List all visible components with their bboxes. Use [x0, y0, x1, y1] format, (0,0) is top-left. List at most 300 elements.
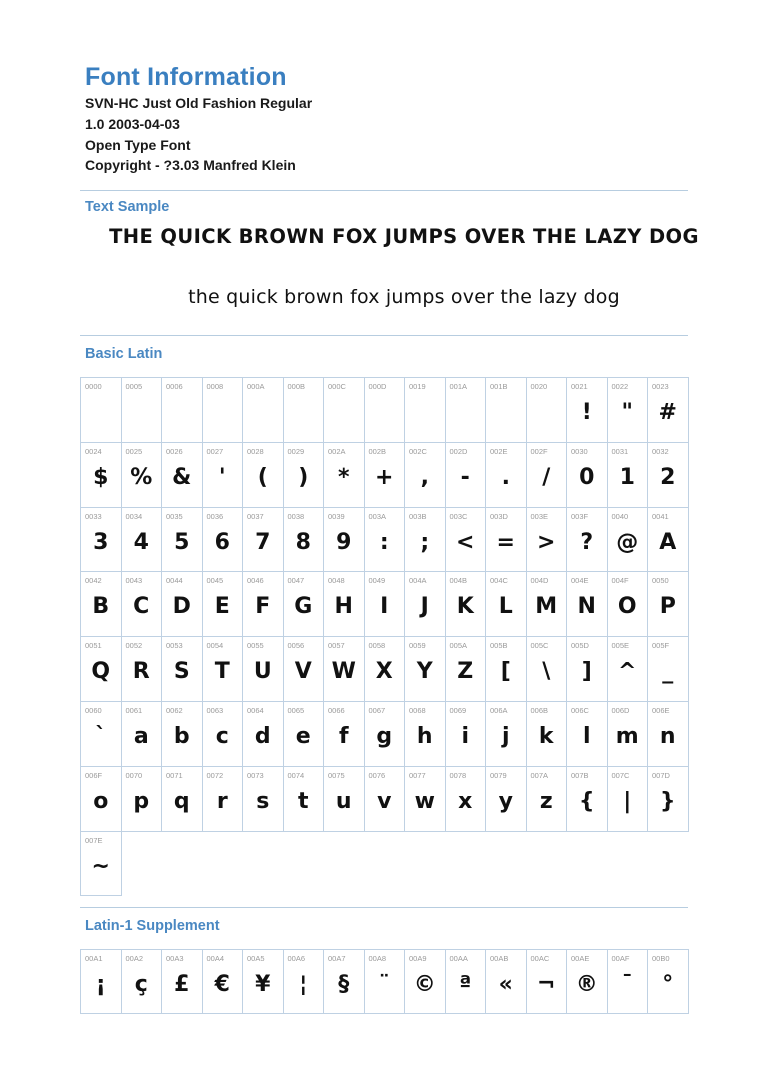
- codepoint-label: 000C: [328, 382, 346, 391]
- glyph-character: °: [662, 972, 674, 997]
- codepoint-label: 0041: [652, 511, 669, 521]
- codepoint-label: 003C: [449, 511, 468, 521]
- glyph-cell: [567, 702, 608, 767]
- codepoint-label: 0025: [125, 446, 143, 456]
- codepoint-label: 0070: [125, 770, 143, 780]
- glyph-character: 1: [619, 464, 635, 490]
- codepoint-label: 00A7: [328, 954, 346, 963]
- glyph-character: ¨: [378, 972, 390, 997]
- glyph-cell: [648, 508, 689, 573]
- section-heading-text-sample: Text Sample: [85, 199, 170, 215]
- codepoint-label: 005D: [571, 641, 589, 651]
- glyph-character: Y: [416, 659, 433, 685]
- glyph-character: v: [377, 788, 392, 814]
- glyph-character: s: [256, 788, 270, 814]
- glyph-cell: [122, 702, 163, 767]
- codepoint-label: 0000: [85, 382, 102, 391]
- codepoint-label: 003F: [571, 511, 589, 521]
- codepoint-label: 0074: [287, 770, 305, 780]
- codepoint-label: 000A: [247, 382, 265, 391]
- codepoint-label: 0067: [368, 705, 386, 715]
- codepoint-label: 00A2: [125, 954, 144, 963]
- glyph-character: I: [380, 594, 389, 620]
- codepoint-label: 000D: [368, 382, 387, 391]
- glyph-cell: [122, 767, 163, 832]
- glyph-cell: [162, 637, 203, 702]
- glyph-character: U: [253, 659, 272, 685]
- glyph-cell: [405, 378, 446, 443]
- glyph-character: d: [254, 723, 271, 749]
- glyph-character: #: [658, 400, 677, 425]
- codepoint-label: 0061: [125, 705, 143, 715]
- glyph-character: T: [214, 659, 230, 685]
- glyph-cell: [608, 378, 649, 443]
- codepoint-label: 0060: [85, 705, 102, 715]
- codepoint-label: 005B: [490, 641, 508, 651]
- codepoint-label: 0073: [247, 770, 264, 780]
- glyph-cell: [365, 508, 406, 573]
- glyph-cell: [203, 702, 244, 767]
- glyph-character: ©: [413, 972, 436, 997]
- glyph-character: ª: [459, 972, 472, 997]
- glyph-cell: [486, 702, 527, 767]
- glyph-cell: [527, 508, 568, 573]
- codepoint-label: 006F: [85, 770, 103, 780]
- glyph-character: l: [582, 723, 591, 749]
- glyph-cell: [81, 950, 122, 1014]
- codepoint-label: 0077: [409, 770, 426, 780]
- glyph-cell: [527, 443, 568, 508]
- glyph-character: Z: [457, 659, 474, 685]
- glyph-cell: [365, 950, 406, 1014]
- glyph-cell: [81, 443, 122, 508]
- glyph-cell: [243, 508, 284, 573]
- glyph-character: F: [255, 594, 271, 620]
- glyph-cell: [608, 572, 649, 637]
- glyph-cell: [486, 950, 527, 1014]
- glyph-cell: [567, 378, 608, 443]
- glyph-cell: [527, 767, 568, 832]
- glyph-character: B: [92, 594, 110, 620]
- glyph-character: O: [617, 594, 637, 620]
- glyph-character: H: [334, 594, 353, 620]
- glyph-character: x: [458, 788, 473, 814]
- codepoint-label: 0022: [611, 382, 629, 391]
- glyph-character: [: [500, 659, 511, 685]
- glyph-cell: [648, 637, 689, 702]
- codepoint-label: 002D: [449, 446, 468, 456]
- glyph-cell: [122, 508, 163, 573]
- glyph-character: 9: [336, 529, 352, 555]
- glyph-character: 6: [214, 529, 230, 555]
- glyph-character: £: [174, 972, 190, 997]
- glyph-cell: [446, 637, 487, 702]
- codepoint-label: 0020: [530, 382, 548, 391]
- glyph-cell: [122, 378, 163, 443]
- glyph-cell: [648, 950, 689, 1014]
- codepoint-label: 00A8: [368, 954, 387, 963]
- glyph-character: /: [542, 464, 551, 490]
- glyph-cell: [81, 767, 122, 832]
- glyph-character: E: [214, 594, 230, 620]
- codepoint-label: 0075: [328, 770, 345, 780]
- glyph-cell: [284, 767, 325, 832]
- glyph-character: @: [616, 529, 639, 555]
- glyph-cell: [243, 637, 284, 702]
- glyph-character: L: [498, 594, 513, 620]
- codepoint-label: 0062: [166, 705, 183, 715]
- glyph-character: ': [218, 464, 226, 490]
- codepoint-label: 00A9: [409, 954, 427, 963]
- codepoint-label: 004E: [571, 576, 589, 586]
- glyph-cell: [284, 637, 325, 702]
- codepoint-label: 0047: [287, 576, 305, 586]
- codepoint-label: 0033: [85, 511, 102, 521]
- glyph-cell: [243, 443, 284, 508]
- glyph-character: =: [496, 529, 515, 555]
- glyph-grid-basic-latin: [80, 377, 689, 896]
- codepoint-label: 0008: [206, 382, 224, 391]
- glyph-cell: [81, 637, 122, 702]
- glyph-cell: [203, 443, 244, 508]
- glyph-cell: [486, 378, 527, 443]
- glyph-character: u: [335, 788, 352, 814]
- glyph-cell: [324, 702, 365, 767]
- codepoint-label: 0006: [166, 382, 183, 391]
- codepoint-label: 0027: [206, 446, 224, 456]
- divider: [80, 190, 688, 191]
- glyph-cell: [486, 767, 527, 832]
- glyph-character: h: [416, 723, 433, 749]
- glyph-character: `: [95, 723, 107, 749]
- codepoint-label: 0037: [247, 511, 264, 521]
- glyph-cell: [81, 702, 122, 767]
- codepoint-label: 0055: [247, 641, 264, 651]
- codepoint-label: 00AE: [571, 954, 590, 963]
- glyph-character: z: [539, 788, 553, 814]
- glyph-cell: [567, 950, 608, 1014]
- codepoint-label: 007E: [85, 835, 103, 845]
- glyph-cell: [486, 443, 527, 508]
- glyph-cell: [527, 637, 568, 702]
- codepoint-label: 0072: [206, 770, 224, 780]
- glyph-character: ¥: [255, 972, 271, 997]
- codepoint-label: 0046: [247, 576, 264, 586]
- codepoint-label: 0023: [652, 382, 669, 391]
- glyph-cell: [567, 443, 608, 508]
- codepoint-label: 004B: [449, 576, 468, 586]
- sample-lowercase: the quick brown fox jumps over the lazy dog: [188, 286, 620, 308]
- codepoint-label: 0059: [409, 641, 426, 651]
- codepoint-label: 005F: [652, 641, 670, 651]
- glyph-cell: [162, 443, 203, 508]
- glyph-character: _: [662, 659, 674, 685]
- glyph-cell: [567, 767, 608, 832]
- glyph-cell: [446, 767, 487, 832]
- glyph-cell: [567, 572, 608, 637]
- glyph-cell: [162, 378, 203, 443]
- glyph-character: >: [537, 529, 556, 555]
- font-name: SVN-HC Just Old Fashion Regular: [85, 95, 313, 111]
- glyph-character: M: [535, 594, 558, 620]
- glyph-character: f: [338, 723, 349, 749]
- glyph-cell: [405, 443, 446, 508]
- glyph-character: |: [623, 788, 632, 814]
- codepoint-label: 0079: [490, 770, 507, 780]
- divider: [80, 907, 688, 908]
- codepoint-label: 000B: [287, 382, 306, 391]
- codepoint-label: 00A3: [166, 954, 184, 963]
- codepoint-label: 0021: [571, 382, 588, 391]
- glyph-cell: [203, 637, 244, 702]
- glyph-cell: [446, 950, 487, 1014]
- glyph-character: \: [542, 659, 551, 685]
- codepoint-label: 005E: [611, 641, 630, 651]
- glyph-character: &: [172, 464, 192, 490]
- codepoint-label: 005C: [530, 641, 549, 651]
- glyph-cell: [405, 637, 446, 702]
- codepoint-label: 0044: [166, 576, 183, 586]
- glyph-cell: [365, 378, 406, 443]
- glyph-cell: [81, 832, 122, 897]
- glyph-cell: [324, 572, 365, 637]
- codepoint-label: 006E: [652, 705, 670, 715]
- glyph-character: m: [615, 723, 639, 749]
- glyph-cell: [608, 767, 649, 832]
- glyph-cell: [324, 950, 365, 1014]
- glyph-cell: [648, 443, 689, 508]
- glyph-character: ?: [580, 529, 594, 555]
- glyph-character: §: [338, 972, 350, 997]
- codepoint-label: 003B: [409, 511, 427, 521]
- glyph-cell: [243, 950, 284, 1014]
- glyph-character: r: [216, 788, 228, 814]
- codepoint-label: 0051: [85, 641, 102, 651]
- glyph-cell: [608, 702, 649, 767]
- glyph-character: C: [133, 594, 150, 620]
- glyph-character: w: [414, 788, 435, 814]
- codepoint-label: 0069: [449, 705, 467, 715]
- glyph-cell: [81, 508, 122, 573]
- glyph-character: <: [456, 529, 475, 555]
- codepoint-label: 002F: [530, 446, 548, 456]
- glyph-character: ®: [575, 972, 598, 997]
- glyph-cell: [284, 508, 325, 573]
- font-version: 1.0 2003-04-03: [85, 116, 180, 132]
- codepoint-label: 0029: [287, 446, 305, 456]
- codepoint-label: 002B: [368, 446, 387, 456]
- glyph-cell: [203, 378, 244, 443]
- glyph-cell: [324, 637, 365, 702]
- glyph-cell: [527, 572, 568, 637]
- codepoint-label: 002A: [328, 446, 346, 456]
- codepoint-label: 0043: [125, 576, 143, 586]
- glyph-cell: [81, 572, 122, 637]
- glyph-character: e: [295, 723, 311, 749]
- glyph-cell: [324, 378, 365, 443]
- glyph-character: ¯: [621, 972, 633, 997]
- codepoint-label: 0005: [125, 382, 143, 391]
- codepoint-label: 006A: [490, 705, 508, 715]
- codepoint-label: 0028: [247, 446, 264, 456]
- glyph-character: o: [93, 788, 109, 814]
- codepoint-label: 007A: [530, 770, 549, 780]
- codepoint-label: 00A1: [85, 954, 103, 963]
- codepoint-label: 0034: [125, 511, 143, 521]
- glyph-cell: [648, 378, 689, 443]
- codepoint-label: 00AB: [490, 954, 509, 963]
- glyph-character: {: [578, 788, 595, 814]
- codepoint-label: 004F: [611, 576, 629, 586]
- glyph-character: n: [659, 723, 676, 749]
- glyph-cell: [405, 508, 446, 573]
- glyph-character: c: [215, 723, 229, 749]
- glyph-character: 3: [93, 529, 109, 555]
- glyph-cell: [243, 702, 284, 767]
- glyph-character: ]: [581, 659, 592, 685]
- glyph-cell: [162, 508, 203, 573]
- glyph-cell: [648, 767, 689, 832]
- glyph-character: ~: [91, 853, 110, 879]
- glyph-character: V: [294, 659, 312, 685]
- glyph-character: N: [577, 594, 596, 620]
- codepoint-label: 0054: [206, 641, 224, 651]
- glyph-character: t: [297, 788, 309, 814]
- sample-uppercase: THE QUICK BROWN FOX JUMPS OVER THE LAZY DOG: [109, 225, 699, 248]
- codepoint-label: 0056: [287, 641, 305, 651]
- glyph-character: a: [133, 723, 149, 749]
- codepoint-label: 0076: [368, 770, 386, 780]
- glyph-character: X: [375, 659, 393, 685]
- codepoint-label: 001B: [490, 382, 508, 391]
- glyph-character: ^: [618, 659, 637, 685]
- glyph-character: $: [93, 464, 109, 490]
- glyph-cell: [365, 767, 406, 832]
- glyph-character: +: [375, 464, 394, 490]
- divider: [80, 335, 688, 336]
- section-heading-latin1: Latin-1 Supplement: [85, 918, 220, 934]
- glyph-character: «: [498, 972, 513, 997]
- glyph-character: 0: [579, 464, 595, 490]
- glyph-character: g: [376, 723, 393, 749]
- codepoint-label: 007B: [571, 770, 589, 780]
- font-copyright: Copyright - ?3.03 Manfred Klein: [85, 157, 296, 173]
- glyph-cell: [284, 702, 325, 767]
- glyph-character: k: [538, 723, 554, 749]
- codepoint-label: 0024: [85, 446, 102, 456]
- glyph-cell: [608, 443, 649, 508]
- glyph-character: ): [298, 464, 309, 490]
- codepoint-label: 0026: [166, 446, 183, 456]
- glyph-cell: [162, 950, 203, 1014]
- codepoint-label: 00B0: [652, 954, 670, 963]
- codepoint-label: 0039: [328, 511, 345, 521]
- glyph-character: S: [173, 659, 190, 685]
- codepoint-label: 0064: [247, 705, 264, 715]
- codepoint-label: 0050: [652, 576, 669, 586]
- font-type: Open Type Font: [85, 137, 191, 153]
- glyph-character: !: [581, 400, 592, 425]
- glyph-character: %: [130, 464, 153, 490]
- glyph-character: A: [659, 529, 677, 555]
- glyph-cell: [486, 572, 527, 637]
- glyph-character: ¬: [537, 972, 556, 997]
- glyph-cell: [122, 637, 163, 702]
- codepoint-label: 004A: [409, 576, 427, 586]
- glyph-character: i: [461, 723, 470, 749]
- glyph-cell: [608, 508, 649, 573]
- codepoint-label: 0078: [449, 770, 467, 780]
- codepoint-label: 0031: [611, 446, 629, 456]
- glyph-character: €: [214, 972, 230, 997]
- codepoint-label: 0066: [328, 705, 345, 715]
- glyph-cell: [486, 508, 527, 573]
- codepoint-label: 003A: [368, 511, 387, 521]
- codepoint-label: 0049: [368, 576, 386, 586]
- codepoint-label: 00A5: [247, 954, 265, 963]
- codepoint-label: 007D: [652, 770, 670, 780]
- codepoint-label: 0019: [409, 382, 426, 391]
- glyph-character: :: [379, 529, 389, 555]
- glyph-cell: [203, 572, 244, 637]
- codepoint-label: 0038: [287, 511, 305, 521]
- codepoint-label: 006C: [571, 705, 589, 715]
- glyph-character: y: [498, 788, 513, 814]
- glyph-cell: [446, 702, 487, 767]
- glyph-grid-latin1: [80, 949, 689, 1014]
- glyph-character: K: [456, 594, 474, 620]
- glyph-cell: [122, 443, 163, 508]
- glyph-character: 5: [174, 529, 190, 555]
- glyph-character: 4: [133, 529, 149, 555]
- codepoint-label: 007C: [611, 770, 630, 780]
- codepoint-label: 0030: [571, 446, 588, 456]
- glyph-character: b: [173, 723, 190, 749]
- codepoint-label: 0032: [652, 446, 669, 456]
- glyph-cell: [446, 378, 487, 443]
- glyph-cell: [284, 443, 325, 508]
- codepoint-label: 0035: [166, 511, 183, 521]
- glyph-character: 7: [255, 529, 271, 555]
- glyph-character: .: [501, 464, 510, 490]
- glyph-character: J: [420, 594, 429, 620]
- codepoint-label: 001A: [449, 382, 468, 391]
- glyph-character: p: [133, 788, 150, 814]
- glyph-cell: [122, 950, 163, 1014]
- glyph-cell: [608, 637, 649, 702]
- codepoint-label: 0045: [206, 576, 224, 586]
- codepoint-label: 002E: [490, 446, 508, 456]
- glyph-cell: [446, 443, 487, 508]
- glyph-cell: [203, 767, 244, 832]
- glyph-cell: [446, 508, 487, 573]
- glyph-character: R: [132, 659, 150, 685]
- glyph-cell: [162, 767, 203, 832]
- glyph-character: j: [501, 723, 510, 749]
- glyph-character: D: [172, 594, 191, 620]
- glyph-character: 2: [660, 464, 676, 490]
- glyph-cell: [405, 767, 446, 832]
- glyph-cell: [405, 572, 446, 637]
- glyph-cell: [243, 378, 284, 443]
- glyph-cell: [122, 572, 163, 637]
- glyph-cell: [324, 443, 365, 508]
- glyph-cell: [284, 950, 325, 1014]
- codepoint-label: 00A6: [287, 954, 306, 963]
- glyph-cell: [486, 637, 527, 702]
- glyph-cell: [284, 572, 325, 637]
- glyph-character: Q: [91, 659, 111, 685]
